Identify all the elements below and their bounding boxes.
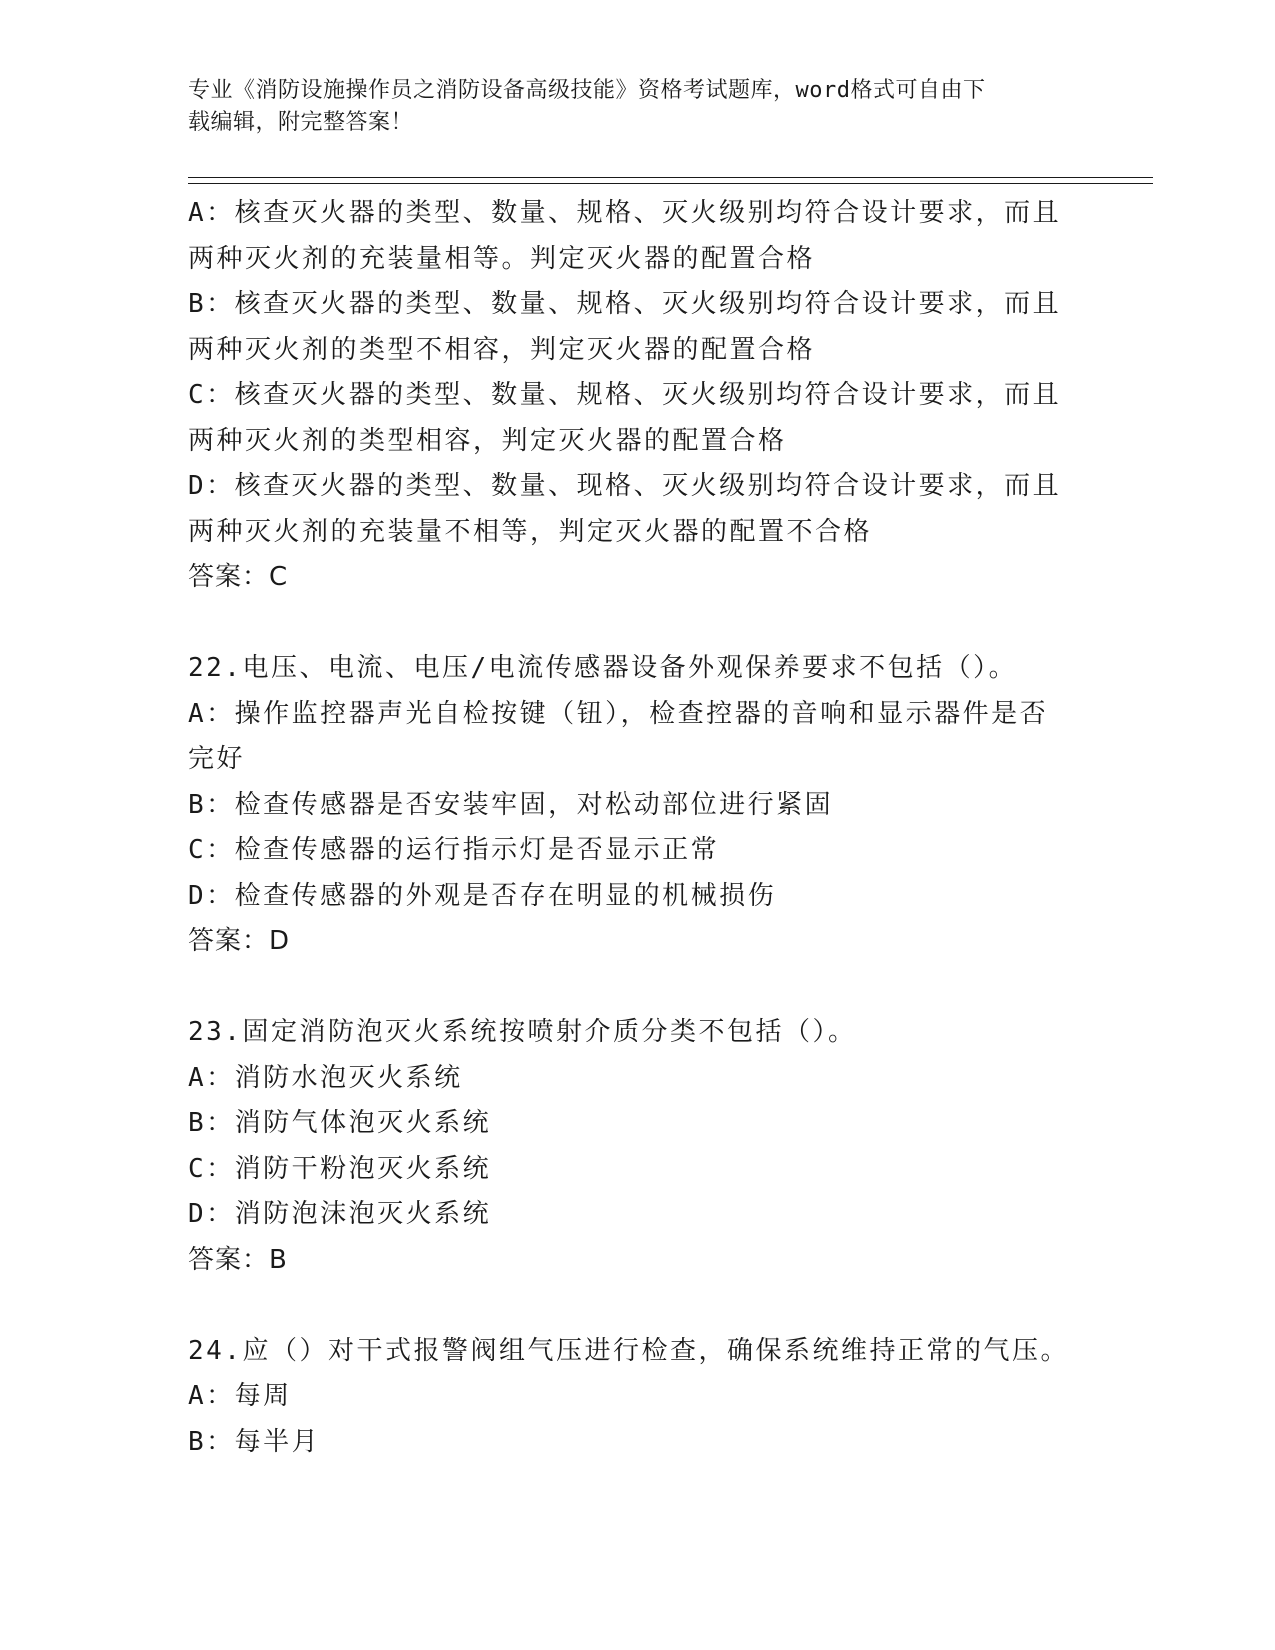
question-21-block <box>188 191 1088 601</box>
answer-23: 答案：B <box>188 1244 288 1275</box>
option-a: A：消防水泡灭火系统 <box>188 1062 463 1093</box>
document-header <box>188 75 1088 139</box>
question-22-block <box>188 646 1088 965</box>
option-d: D：消防泡沫泡灭火系统 <box>188 1199 492 1229</box>
option-b: B：检查传感器是否安装牢固，对松动部位进行紧固 <box>188 789 834 820</box>
header-line-1: 专业《消防设施操作员之消防设备高级技能》资格考试题库，word格式可自由下 <box>188 78 986 103</box>
option-a-line-1: A：操作监控器声光自检按键（钮），检查控器的音响和显示器件是否 <box>188 698 1049 729</box>
option-c-line-1: C：核查灭火器的类型、数量、规格、灭火级别均符合设计要求，而且 <box>188 380 1062 410</box>
option-c-line-2: 两种灭火剂的类型相容，判定灭火器的配置合格 <box>188 425 787 456</box>
spacer <box>188 965 1088 1011</box>
option-a-line-2: 完好 <box>188 744 246 774</box>
option-a-line-2: 两种灭火剂的充装量相等。判定灭火器的配置合格 <box>188 243 816 274</box>
option-b-line-1: B：核查灭火器的类型、数量、规格、灭火级别均符合设计要求，而且 <box>188 289 1062 319</box>
option-b: B：每半月 <box>188 1426 321 1457</box>
option-b: B：消防气体泡灭火系统 <box>188 1108 492 1138</box>
question-22-text: 22.电压、电流、电压/电流传感器设备外观保养要求不包括（）。 <box>188 653 1018 683</box>
spacer <box>188 1283 1088 1329</box>
spacer <box>188 601 1088 647</box>
header-divider-top <box>188 177 1153 178</box>
option-d-line-2: 两种灭火剂的充装量不相等，判定灭火器的配置不合格 <box>188 516 873 547</box>
header-divider-bottom <box>188 183 1153 184</box>
option-a-line-1: A：核查灭火器的类型、数量、规格、灭火级别均符合设计要求，而且 <box>188 198 1062 228</box>
question-24-text: 24.应（）对干式报警阀组气压进行检查，确保系统维持正常的气压。 <box>188 1335 1069 1366</box>
option-b-line-2: 两种灭火剂的类型不相容，判定灭火器的配置合格 <box>188 334 816 365</box>
answer-22: 答案：D <box>188 926 291 956</box>
answer-21: 答案：C <box>188 562 289 592</box>
question-23-block <box>188 1010 1088 1283</box>
option-c: C：消防干粉泡灭火系统 <box>188 1153 492 1184</box>
question-24-block <box>188 1329 1088 1466</box>
option-d-line-1: D：核查灭火器的类型、数量、现格、灭火级别均符合设计要求，而且 <box>188 471 1062 501</box>
header-line-2: 载编辑，附完整答案！ <box>188 110 414 135</box>
option-d: D：检查传感器的外观是否存在明显的机械损伤 <box>188 880 777 911</box>
question-content <box>188 191 1088 1465</box>
option-c: C：检查传感器的运行指示灯是否显示正常 <box>188 835 720 865</box>
option-a: A：每周 <box>188 1381 292 1411</box>
question-23-text: 23.固定消防泡灭火系统按喷射介质分类不包括（）。 <box>188 1017 857 1047</box>
